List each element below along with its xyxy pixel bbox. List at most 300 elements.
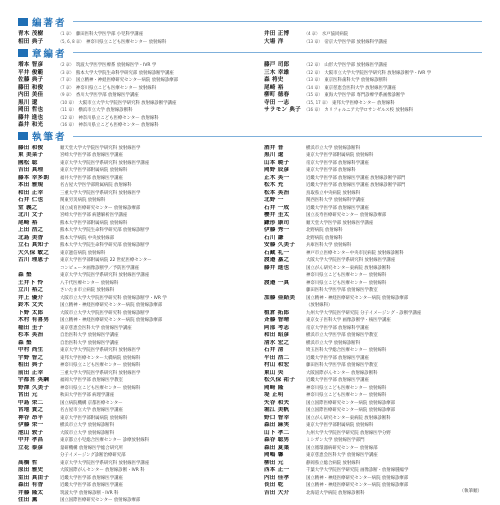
- affiliation: 東京医科歯科大学 放射線診断科: [324, 78, 388, 83]
- person-row: [264, 30, 496, 38]
- affiliation: 自治医科大学 放射線医学講座: [60, 340, 119, 346]
- affiliation: 国立国際医療研究センター 放射線診療部: [60, 498, 141, 503]
- person-row: [18, 160, 250, 168]
- affiliation: 神奈川県立こども医療センター 放射線科: [306, 273, 387, 278]
- person-name: 藤田 和俊: [18, 84, 44, 91]
- affiliation: 近畿大学医学部 放射線医学講座: [306, 378, 369, 383]
- person-row: [18, 280, 250, 288]
- person-name: 佐藤 典子: [18, 77, 44, 83]
- person-row: [264, 197, 496, 205]
- person-row: [264, 272, 496, 280]
- person-name: 室田 真由子: [18, 474, 50, 481]
- person-row: [18, 99, 250, 107]
- person-name: 相田 典子: [18, 38, 44, 45]
- person-row: [18, 490, 250, 498]
- section-header-editors: [18, 16, 482, 27]
- affiliation: 東京都立小児総合医療センター 診療放射線科: [60, 438, 150, 443]
- affiliation: 水戸協同病院: [321, 32, 349, 37]
- affiliation: 東邦大学医療センター大橋病院 放射線科: [60, 355, 141, 361]
- person-row: [264, 310, 496, 318]
- person-name: 堤 正明: [264, 392, 284, 398]
- affiliation: 名古屋市立大学 放射線医学講座: [60, 408, 123, 413]
- person-name: 高橋 哲: [18, 459, 38, 466]
- person-name: 宇都宮 英綱: [18, 377, 50, 383]
- affiliation: 量研機構 放射線医学総合研究所: [60, 445, 123, 451]
- person-row: [18, 38, 250, 46]
- person-row: [264, 422, 496, 430]
- affiliation: カリフォルニア大学ロサンゼルス校 放射線科: [324, 108, 414, 113]
- chapter-ref: （9 章）: [58, 92, 74, 97]
- person-name: 山下 孝二: [264, 429, 290, 436]
- chapter-ref: （7 章）: [58, 77, 74, 82]
- person-name: 平田 浩二: [264, 354, 290, 361]
- person-name: 青木 茂樹: [18, 31, 44, 37]
- person-row: [264, 145, 496, 153]
- person-name: 鎌形 康司: [264, 219, 290, 226]
- person-row: [18, 114, 250, 122]
- person-name: 石井 仁也: [18, 197, 44, 203]
- person-row: [18, 385, 250, 393]
- person-row: [264, 212, 496, 220]
- person-row: [18, 61, 250, 69]
- person-row: [264, 295, 496, 303]
- person-name: 吉田 大介: [264, 489, 290, 496]
- section-divider: [73, 52, 482, 53]
- person-row: [264, 460, 496, 468]
- person-name: 森谷 聡男: [264, 437, 290, 443]
- person-name: 大久保 敏之: [18, 249, 50, 256]
- affiliation: 近畿大学医学部 放射線医学講座: [60, 475, 123, 481]
- person-name: 藤井 進也: [18, 114, 44, 121]
- person-row: [18, 76, 250, 84]
- person-name: 植倉 拓郎: [264, 309, 290, 316]
- person-row: [18, 475, 250, 483]
- affiliation: 国立精神・神経医療研究センター病院 放射線診療部: [75, 78, 179, 83]
- affiliation: コンピュータ画像診断学／予防医学講座: [60, 265, 140, 271]
- affiliation: 北野病院 放射線科: [306, 235, 343, 241]
- affiliation: 関西医科大学 放射線科学講座: [306, 198, 365, 203]
- affiliation: 横浜市立大学医学部 放射線医学教室: [306, 333, 378, 338]
- person-row: [264, 61, 496, 69]
- affiliation: 三重大学大学院医学系研究科 放射線医学: [60, 370, 141, 376]
- person-row: [18, 362, 250, 370]
- affiliation: 大阪市立大学大学院医学研究科 放射線診断学・IVR 学: [60, 295, 167, 301]
- person-name: 宮田 元: [18, 392, 38, 398]
- person-row: [18, 190, 250, 198]
- person-row: [264, 445, 496, 453]
- chapter-ref: （10 章）: [58, 99, 77, 105]
- affiliation: 関東労災病院 放射線科: [60, 198, 106, 203]
- affiliation: 兵庫医科大学 放射線科: [306, 243, 352, 248]
- person-row: [264, 257, 496, 265]
- person-row: [18, 145, 250, 153]
- affiliation: 大阪市立大学大学院医学研究科 放射線診断学・IVR 学: [324, 70, 432, 76]
- person-row: [18, 482, 250, 490]
- affiliation: 神奈川県立こども医療センター 放射線科: [78, 115, 159, 121]
- person-row: [18, 325, 250, 333]
- person-row: [264, 220, 496, 228]
- person-name: 東 美菜子: [18, 152, 44, 158]
- person-row: [18, 460, 250, 468]
- person-name: 石井 清: [264, 347, 284, 353]
- person-name: 森田 夏葉: [264, 444, 290, 451]
- chapter-ref: （14 章）: [304, 84, 323, 90]
- person-row: [18, 430, 250, 438]
- person-row: [18, 407, 250, 415]
- affiliation: 分子イメージング診断治療研究部: [60, 453, 126, 458]
- affiliation: 国立精神・神経医療研究センター病院 放射線診療部: [60, 318, 163, 323]
- person-row: [264, 377, 496, 385]
- person-row: [18, 392, 250, 400]
- person-name: 伊藤 栄一: [18, 422, 44, 428]
- person-row: [18, 265, 250, 273]
- person-row: [264, 76, 496, 84]
- person-name: 野口 智幸: [264, 414, 290, 421]
- person-name: 堂 義之: [18, 204, 38, 211]
- person-row: [18, 347, 250, 355]
- person-name: 藤本 幸多朗: [18, 174, 50, 181]
- affiliation: 順天堂大学大学院医学研究科 放射線医学: [60, 145, 141, 151]
- person-row: [264, 250, 496, 258]
- person-row: [18, 167, 250, 175]
- person-name: 野澤 久美子: [18, 384, 50, 391]
- person-row: [18, 152, 250, 160]
- affiliation: 帝京大学医学部 放射線科学講座: [324, 39, 388, 45]
- person-name: 柳町 徳春: [264, 92, 290, 98]
- affiliation: 東京大学医学部 放射線科: [306, 168, 356, 173]
- affiliation: 東京大学大学院医学系研究科 放射線医学: [60, 348, 141, 353]
- order-note: （執筆順）: [459, 489, 482, 494]
- person-row: [18, 250, 250, 258]
- person-row: [264, 340, 496, 348]
- person-name: 正木 英一: [264, 174, 290, 181]
- affiliation: 宮崎大学医学部 病態解析医学講座: [60, 213, 128, 218]
- section-header-authors: [18, 131, 482, 142]
- affiliation: 大阪大学大学院医学系研究科 放射線医学講座: [306, 258, 396, 263]
- person-name: 加藤 亜結美: [264, 294, 296, 301]
- person-row: [264, 407, 496, 415]
- person-name: 古川 理恵子: [18, 257, 50, 263]
- person-name: 木村 有喜男: [18, 317, 50, 323]
- person-row: [264, 84, 496, 92]
- person-name: 村山 和宏: [264, 362, 290, 368]
- chapter-ref: （12 章）: [58, 114, 77, 120]
- person-name: 櫻井 圭太: [264, 212, 290, 218]
- person-name: 柳田 元: [264, 459, 284, 466]
- affiliation: 国立精神・神経医療研究センター病院 放射線診療部: [60, 303, 163, 308]
- person-name: 前田 正幸: [18, 369, 44, 376]
- affiliation: 国立国際医療研究センター病院 放射線診療部: [306, 400, 396, 406]
- person-row: [264, 415, 496, 423]
- person-name: 相田 典子: [18, 362, 44, 368]
- person-row: [18, 445, 250, 453]
- affiliation: 国立病院機構 京都医療センター: [60, 400, 123, 406]
- affiliation: 筑波大学 放射線診断・IVR 科: [60, 490, 119, 496]
- affiliation: 九州大学大学院医学研究院 放射線医学分野: [306, 430, 391, 436]
- person-name: 平井 俊範: [18, 69, 44, 76]
- person-name: 和田 昭彦: [264, 332, 290, 338]
- person-row: [18, 220, 250, 228]
- affiliation: 東京大学医学部附属病院 放射線科: [60, 168, 128, 173]
- affiliation: 鳥取県立中央病院 放射線科: [306, 190, 361, 196]
- chapter-ref: （16 章）: [304, 107, 323, 112]
- person-row: [18, 295, 250, 303]
- person-name: 尾崎 裕: [264, 84, 284, 91]
- affiliation: 神奈川県立こども医療センター 放射線科: [78, 123, 159, 128]
- person-name: 酒井 晋: [264, 144, 284, 151]
- person-name: 本田 雅規: [18, 182, 44, 188]
- person-name: 内田 美佳: [18, 92, 44, 98]
- chapter-ref: （7 章）: [58, 84, 74, 90]
- person-row: [18, 437, 250, 445]
- affiliation: 秋田大学医学部 病理学講座: [60, 393, 115, 398]
- affiliation: 藤田医科大学医学部 放射線医学教室: [306, 288, 378, 293]
- affiliation: 九州大学大学院医学研究院 分子イメージング・診断学講座: [306, 310, 422, 316]
- person-name: 立石 真知子: [18, 242, 50, 248]
- person-row: [18, 332, 250, 340]
- affiliation: 東京逓信病院 放射線科: [60, 250, 106, 256]
- affiliation: 近畿大学医学部 放射線医学講座 放射線診断学部門: [306, 183, 406, 188]
- person-row: [18, 121, 250, 129]
- person-row: [264, 452, 496, 460]
- person-name: 井上 優介: [18, 294, 44, 301]
- affiliation: 熊本大学医学部附属病院 放射線科: [60, 220, 128, 226]
- affiliation: 宮崎大学医学部 放射線医学講座: [60, 153, 123, 158]
- affiliation: 大阪国際がんセンター 放射線診断科: [306, 370, 378, 376]
- person-row: [264, 430, 496, 438]
- person-name: 矢谷 和夫: [264, 399, 290, 406]
- chapter-ref: （11 章）: [58, 107, 77, 112]
- person-row: [264, 227, 496, 235]
- person-name: 松木 充: [264, 182, 284, 188]
- affiliation: 国立がん研究センター東病院 放射線診断科: [306, 265, 391, 271]
- affiliation: 大阪国際がんセンター 放射線診断・IVR 科: [60, 468, 145, 473]
- person-row: [264, 160, 496, 168]
- person-name: 渡邉 嘉之: [264, 257, 290, 263]
- person-name: 池山 敦子: [18, 429, 44, 436]
- chapter-ref: （13 章）: [304, 77, 323, 82]
- affiliation: 自治医科大学 放射線医学講座: [60, 333, 119, 338]
- affiliation: 近畿大学医学部 放射線医学講座: [60, 483, 123, 488]
- person-row: [264, 302, 496, 310]
- person-name: 住田 薫: [18, 497, 38, 503]
- affiliation: さいたま市立病院 放射線科: [60, 288, 115, 293]
- person-name: 藤井 進也: [264, 264, 290, 271]
- section-title: 章編者: [32, 48, 67, 60]
- affiliation: 北海道大学病院 放射線診断科: [306, 490, 365, 496]
- editors-list: [18, 30, 482, 45]
- person-name: 石藏 礼一: [264, 249, 290, 256]
- person-row: [18, 310, 250, 318]
- person-row: [18, 340, 250, 348]
- person-name: 岡嶋 馨: [264, 452, 284, 458]
- authors-list: [18, 145, 482, 505]
- affiliation: 熊本大学大学院生命科学研究部 放射線診断学講座: [75, 70, 174, 76]
- affiliation: 福井大学医学部 放射線医学講座: [60, 175, 123, 181]
- affiliation: 横浜市立大学 放射線診断科: [306, 145, 361, 151]
- person-row: [264, 265, 496, 273]
- person-name: 斉藤 智晴: [264, 317, 290, 323]
- person-name: 立川 裕之: [18, 287, 44, 293]
- person-row: [18, 30, 250, 38]
- person-row: [264, 152, 496, 160]
- person-row: [18, 355, 250, 363]
- person-row: [18, 242, 250, 250]
- person-name: 安藤 久美子: [264, 242, 296, 248]
- person-row: [264, 205, 496, 213]
- person-row: [18, 182, 250, 190]
- person-row: [18, 212, 250, 220]
- person-row: [264, 91, 496, 99]
- person-row: [264, 106, 496, 114]
- person-row: [18, 415, 250, 423]
- affiliation: 東邦大学医療センター 放射線科: [332, 100, 395, 106]
- chapter-ref: （12 章）: [304, 62, 323, 67]
- person-row: [18, 452, 250, 460]
- chapter-ref: （1 章）: [58, 31, 74, 36]
- person-row: [264, 385, 496, 393]
- person-name: 森 墾: [18, 272, 32, 278]
- person-name: 寺田 一志: [264, 99, 290, 106]
- affiliation: 三重大学大学院医学系研究科 放射線医学: [60, 190, 141, 196]
- person-name: 吉田 真理: [18, 167, 44, 173]
- affiliation: 熊本大学大学院生命科学研究部 放射線診断学: [60, 228, 150, 233]
- affiliation: 神奈川県立こども医療センター 放射線科: [75, 85, 157, 91]
- affiliation: 神奈川県立こども医療センター 放射線科: [60, 363, 141, 368]
- chapter-ref: （13 章）: [304, 38, 323, 44]
- person-name: 岡﨑 隆: [264, 384, 284, 391]
- person-name: 阿部 考志: [264, 324, 290, 331]
- section-marker: [18, 18, 28, 26]
- person-name: 國松 聡: [18, 159, 38, 166]
- person-row: [264, 280, 496, 288]
- affiliation: 大阪市立大学大学院医学研究科 放射線診断学講座: [78, 100, 177, 106]
- person-name: 堀江 美帆: [264, 407, 290, 413]
- person-row: [264, 467, 496, 475]
- person-row: [18, 287, 250, 295]
- affiliation: 北野病院 放射線科: [306, 228, 343, 233]
- chapter-ref: （5, 6, 8 章）: [58, 38, 84, 44]
- person-name: 藤戸 司郎: [264, 62, 290, 68]
- affiliation: 近畿大学医学部 放射線医学講座: [306, 205, 369, 211]
- person-name: 石川 謙: [264, 234, 284, 241]
- affiliation: 国立精神・神経医療研究センター病院 放射線診療部: [306, 295, 409, 301]
- affiliation: 東京大学大学院医学系研究科 放射線医学講座: [60, 273, 150, 278]
- person-name: 土井下 怜: [18, 279, 44, 286]
- affiliation: 横浜市立大学 放射線診断科: [78, 108, 133, 113]
- affiliation: 近畿大学医学部 放射線医学講座 放射線診断学部門: [306, 175, 406, 181]
- person-row: [18, 422, 250, 430]
- person-name: 三木 幸雄: [264, 69, 290, 76]
- person-row: [18, 84, 250, 92]
- person-row: [18, 197, 250, 205]
- person-name: 黒川 遼: [264, 152, 284, 158]
- person-row: [18, 377, 250, 385]
- person-name: 内田 佳孝: [264, 474, 290, 481]
- person-name: 神谷 昂平: [18, 414, 44, 421]
- affiliation: 大阪市立大学 放射線診断科: [60, 430, 115, 436]
- person-row: [18, 235, 250, 243]
- person-row: [264, 475, 496, 483]
- person-name: 稲田 圭子: [18, 324, 44, 331]
- person-name: 森 将史: [264, 77, 284, 83]
- affiliation: 千葉大学大学院医学研究院 画像診断・放射線腫瘍学: [306, 468, 409, 473]
- person-name: 北川 文子: [18, 212, 44, 218]
- person-name: 石井 一成: [264, 204, 290, 211]
- section-header-chapter-editors: [18, 47, 482, 58]
- person-row: [18, 227, 250, 235]
- affiliation: 香川大学医学部 放射線医学講座: [75, 93, 139, 98]
- person-name: 森 墾: [18, 339, 32, 346]
- affiliation: 静岡県立総合病院 放射線科: [306, 460, 361, 466]
- affiliation: 神戸市立医療センター中央市民病院 放射線診断科: [306, 250, 404, 256]
- person-name: 岡野 辰彦: [264, 167, 290, 173]
- person-row: [264, 332, 496, 340]
- person-name: 下野 太郎: [18, 309, 44, 316]
- affiliation: 東京大学医学部附属病院 22 世紀医療センター: [60, 258, 152, 263]
- person-name: 伊藤 秀一: [264, 227, 290, 233]
- person-name: 増本 智彦: [18, 62, 44, 68]
- affiliation: 神奈川県立こども医療センター 放射線科: [306, 385, 387, 391]
- person-name: 杉本 英治: [18, 332, 44, 338]
- affiliation: 神奈川県立こども医療センター 放射線科: [60, 385, 141, 391]
- affiliation: 神奈川県立こども医療センター 放射線科: [306, 280, 387, 286]
- person-row: [18, 205, 250, 213]
- affiliation: 国立循環器病研究センター 放射線部: [306, 445, 378, 451]
- person-row: [264, 287, 496, 295]
- affiliation: 帝京大学医学部 放射線科学講座: [306, 160, 369, 166]
- section-divider: [73, 136, 482, 137]
- person-name: 清水 宏之: [264, 339, 290, 346]
- affiliation: 東京大学医学部附属病院 放射線科: [306, 423, 374, 428]
- person-row: [264, 182, 496, 190]
- person-row: [18, 317, 250, 325]
- person-row: [264, 400, 496, 408]
- person-name: 北島 美香: [18, 234, 44, 241]
- person-row: [264, 167, 496, 175]
- affiliation: 東京慈恵会医科大学 放射線医学講座: [324, 85, 397, 91]
- affiliation: 東京大学医学部附属病院 放射線科: [306, 153, 374, 158]
- person-name: 大場 洋: [264, 38, 284, 45]
- section-divider: [73, 21, 482, 22]
- affiliation: 国立長寿医療研究センター 放射線診療部: [306, 213, 387, 218]
- affiliation: 神奈川県立こども医療センター 放射線科: [86, 39, 167, 45]
- person-row: [264, 355, 496, 363]
- person-row: [18, 257, 250, 265]
- person-name: 岡田 哲也: [18, 107, 44, 113]
- affiliation: 東京大学医学部附属病院 放射線科: [60, 415, 128, 421]
- affiliation: 順天堂大学医学部 放射線医学講座: [306, 220, 374, 226]
- affiliation: 藤田医科大学医学部 放射線医学教室: [306, 363, 378, 368]
- person-row: [264, 190, 496, 198]
- person-row: [264, 325, 496, 333]
- person-row: [264, 242, 496, 250]
- affiliation: 名古屋大学医学部附属病院 放射線科: [60, 183, 132, 188]
- section-title: 編著者: [32, 17, 67, 29]
- chapter-ref: （15, 17 章）: [304, 99, 330, 105]
- person-row: [18, 302, 250, 310]
- affiliation: 東京大学大学院医学系研究科 放射線医学講座: [60, 460, 150, 466]
- affiliation: 国立国際医療研究センター病院 放射線診療部: [306, 408, 396, 413]
- affiliation: 藤田医科大学医学部 小児科学講座: [75, 32, 144, 37]
- affiliation: 東京慈恵会医科大学 放射線医学講座: [60, 325, 132, 331]
- person-name: 長田 乾: [264, 482, 284, 488]
- person-name: 森井 和光: [18, 122, 44, 128]
- person-name: 松本 英治: [264, 189, 290, 196]
- person-row: [18, 272, 250, 280]
- affiliation: 横浜市立大学 放射線診断科: [306, 340, 361, 346]
- affiliation: 東海大学医学部 専門診療学系画像診断学: [324, 93, 405, 98]
